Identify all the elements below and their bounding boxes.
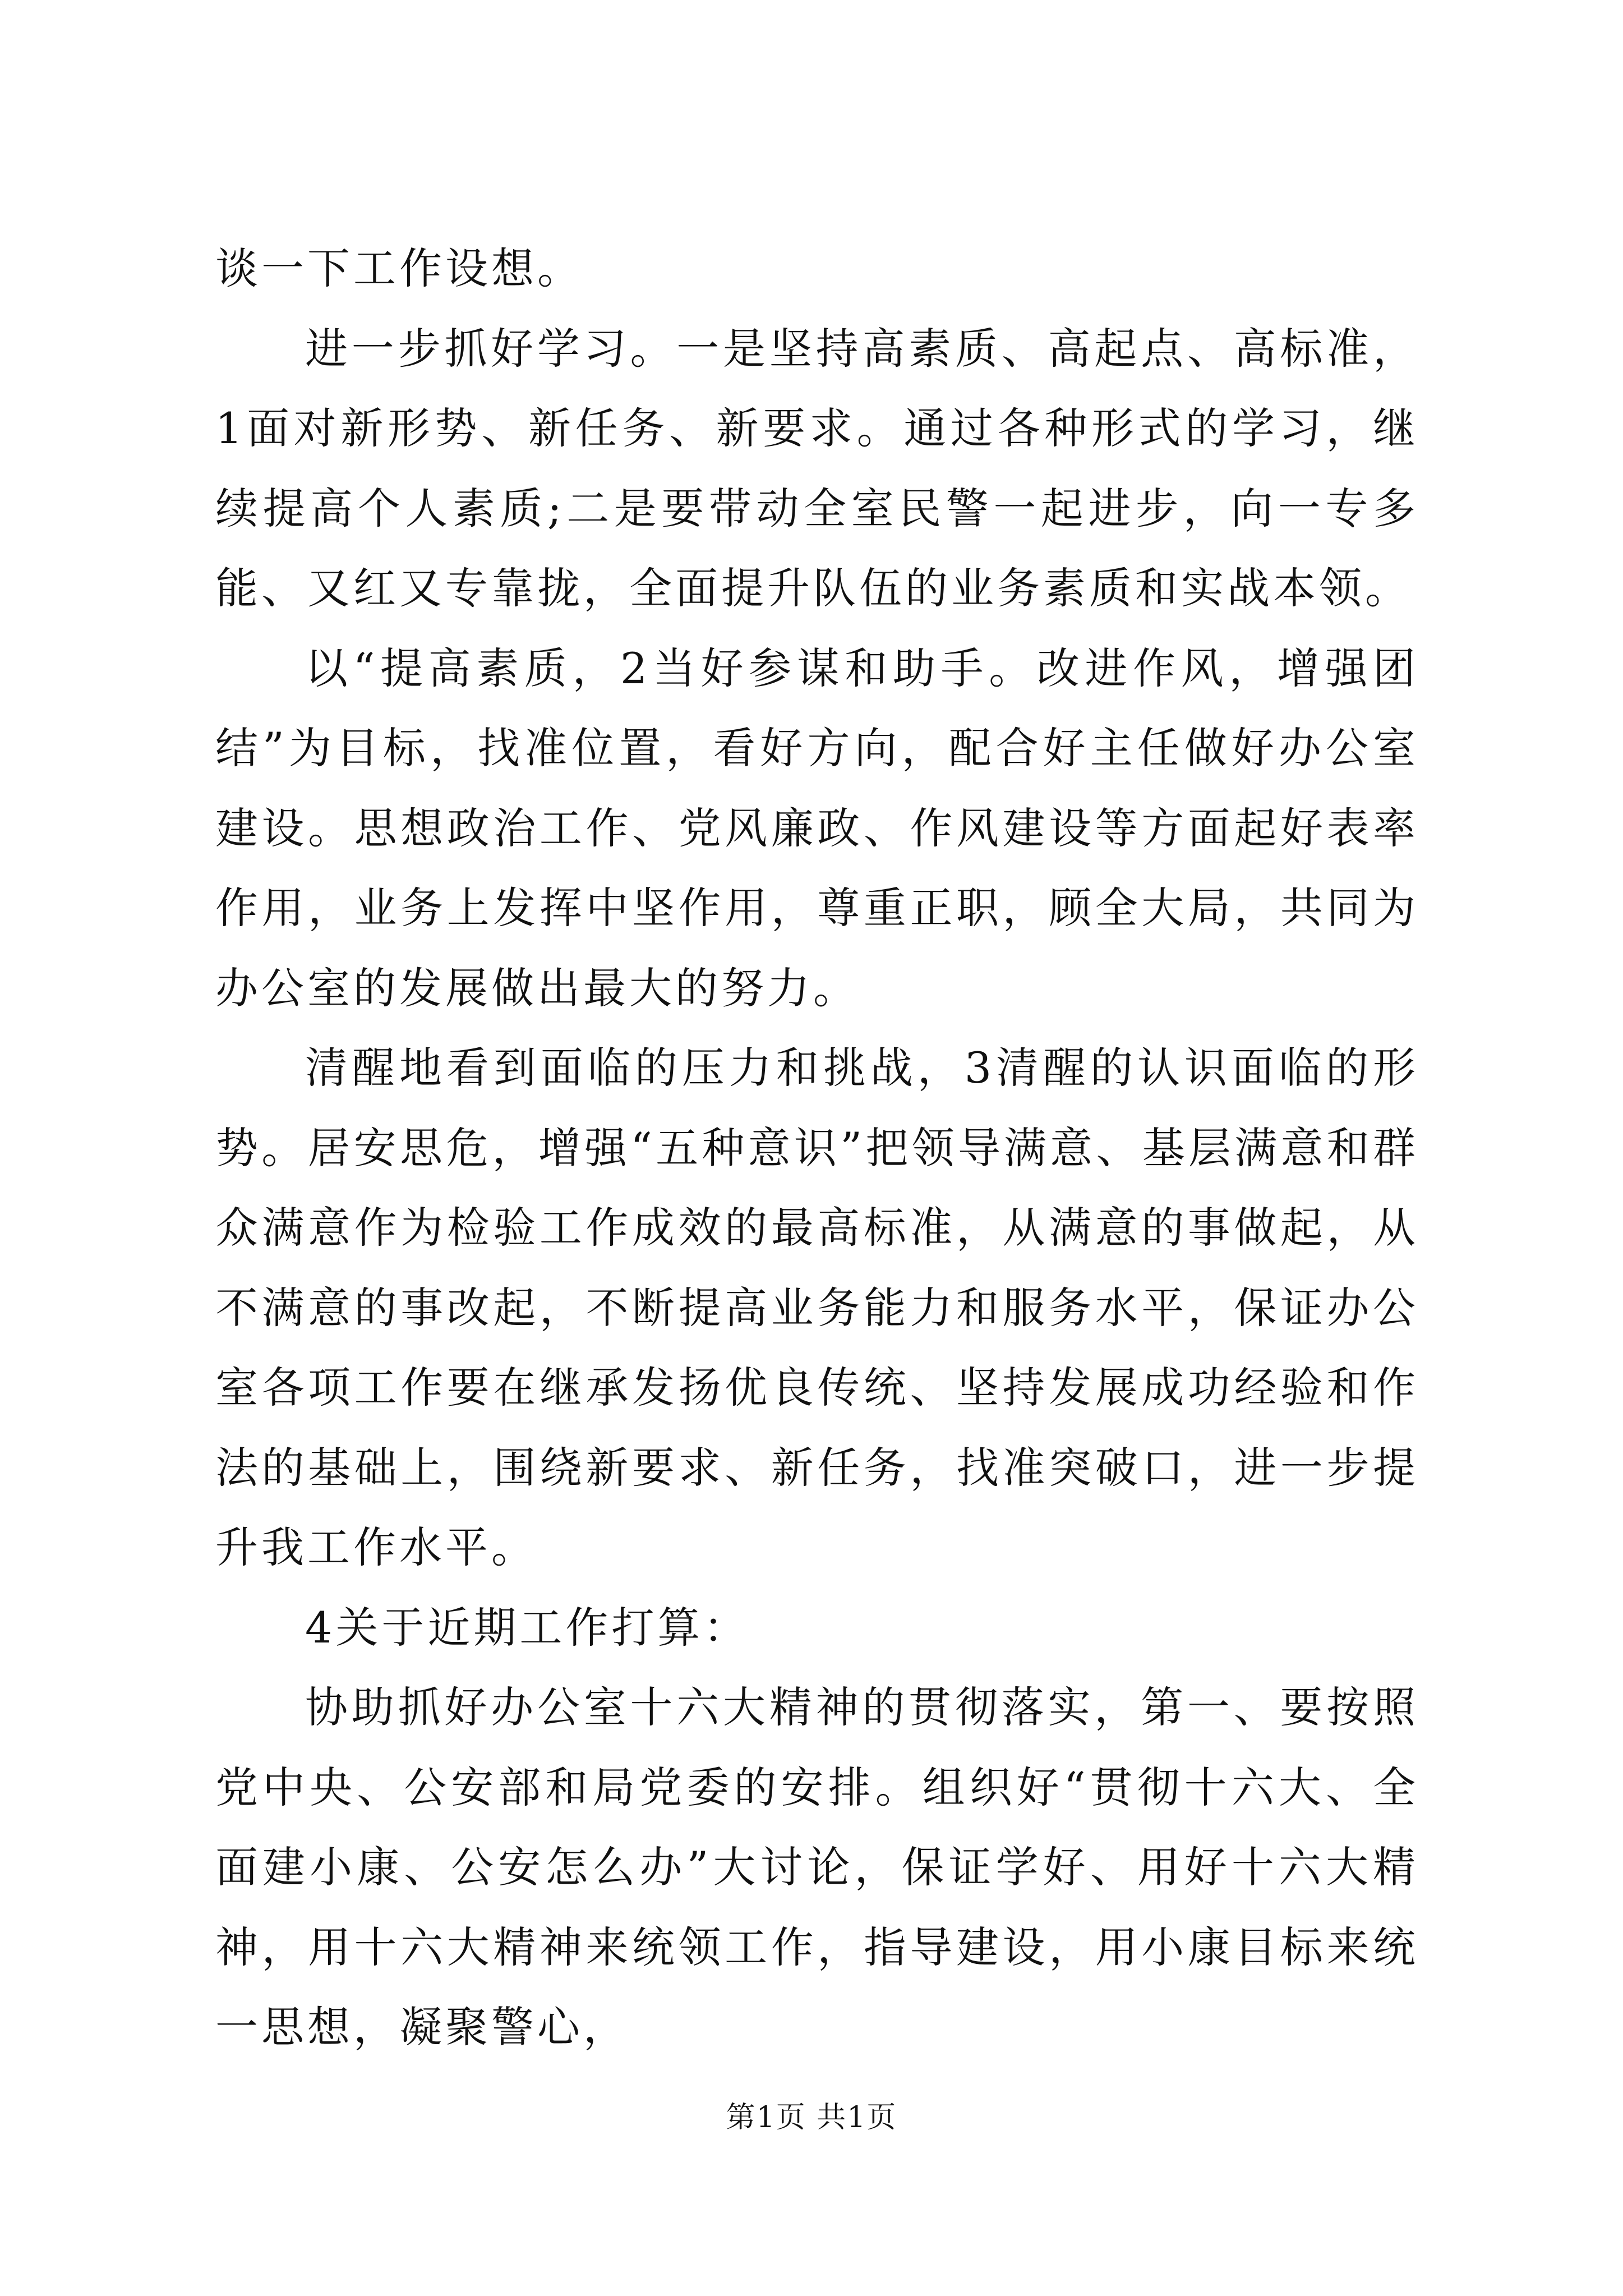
paragraph-situation: 清醒地看到面临的压力和挑战，3清醒的认识面临的形势。居安思危，增强“五种意识”把领导满意、基层满意和群众满意作为检验工作成效的最高标准，从满意的事做起，从不满意的事改起，不断提高业务能力和服务水平，保证办公室各项工作要在继承发扬优良传统、坚持发展成功经验和作法的基础上，围绕新要求、新任务，找准突破口，进一步提升我工作水平。: [215, 1043, 1419, 1572]
paragraph-plan-heading: 4关于近期工作打算：: [305, 1602, 750, 1653]
page-footer: 第1页 共1页: [726, 2101, 897, 2134]
paragraph-advisor: 以“提高素质，2当好参谋和助手。改进作风，增强团结”为目标，找准位置，看好方向，配合好主任做好办公室建设。思想政治工作、党风廉政、作风建设等方面起好表率作用，业务上发挥中坚作用，尊重正职，顾全大局，共同为办公室的发展做出最大的努力。: [215, 643, 1419, 1013]
paragraph-intro: 谈一下工作设想。: [215, 243, 583, 293]
paragraph-study: 进一步抓好学习。一是坚持高素质、高起点、高标准，1面对新形势、新任务、新要求。通过各种形式的学习，继续提高个人素质;二是要带动全室民警一起进步，向一专多能、又红又专靠拢，全面提升队伍的业务素质和实战本领。: [215, 323, 1419, 613]
document-body: [215, 229, 1419, 2068]
paragraph-plan-detail: 协助抓好办公室十六大精神的贯彻落实，第一、要按照党中央、公安部和局党委的安排。组织好“贯彻十六大、全面建小康、公安怎么办”大讨论，保证学好、用好十六大精神，用十六大精神来统领工作，指导建设，用小康目标来统一思想，凝聚警心，: [215, 1682, 1419, 2052]
